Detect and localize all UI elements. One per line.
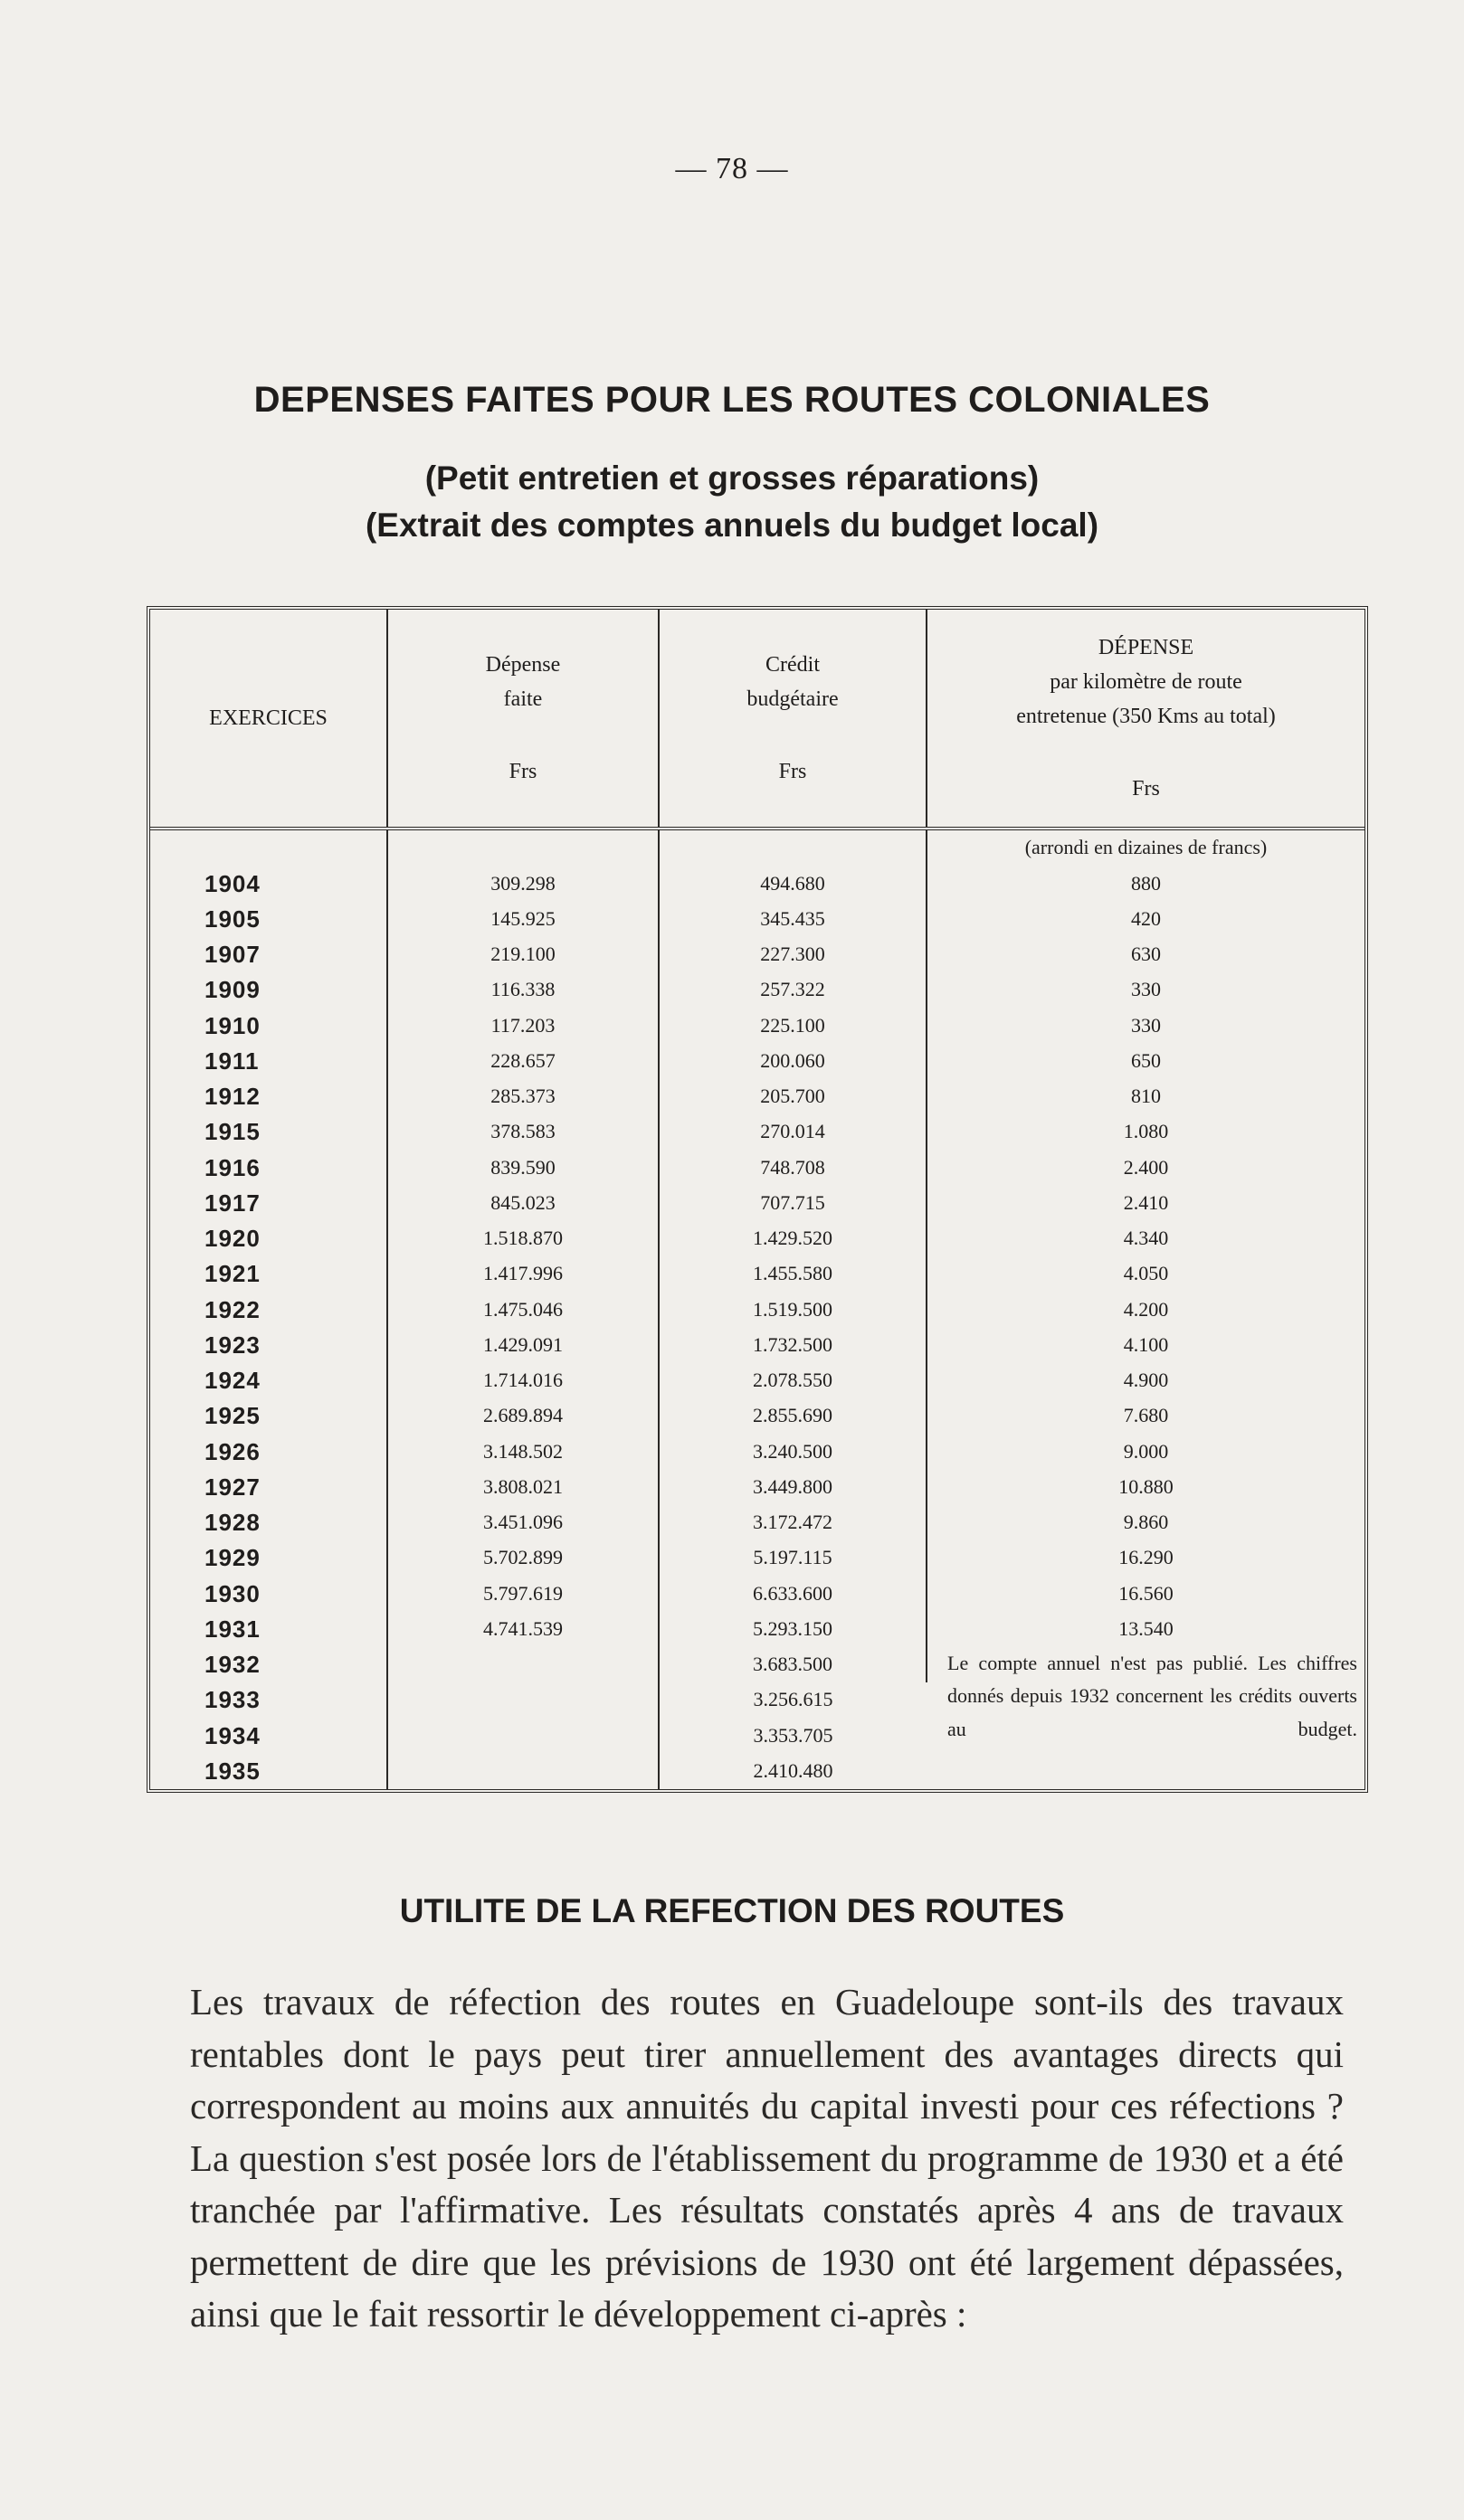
credit-cell: 5.197.115 <box>659 1540 927 1576</box>
credit-cell: 3.240.500 <box>659 1434 927 1469</box>
year-cell: 1907 <box>150 937 387 972</box>
spent-cell: 1.714.016 <box>387 1363 659 1398</box>
spacer-cell <box>387 829 659 866</box>
expense-table-frame <box>147 606 1368 1793</box>
per-km-cell: 330 <box>1131 1013 1161 1037</box>
table-row <box>150 1612 1364 1647</box>
year-cell: 1935 <box>150 1754 387 1789</box>
year-cell: 1930 <box>150 1576 387 1611</box>
credit-cell: 205.700 <box>659 1079 927 1114</box>
credit-cell: 3.683.500 <box>659 1647 927 1682</box>
year-cell: 1923 <box>150 1328 387 1363</box>
spent-cell: 1.429.091 <box>387 1328 659 1363</box>
year-cell: 1917 <box>150 1186 387 1221</box>
year-cell: 1911 <box>150 1044 387 1079</box>
header-credit-unit: Frs <box>778 760 807 783</box>
spent-cell <box>387 1754 659 1789</box>
credit-cell: 1.519.500 <box>659 1292 927 1327</box>
expense-table <box>150 610 1364 1789</box>
year-cell: 1931 <box>150 1612 387 1647</box>
table-row <box>150 1505 1364 1540</box>
table-row <box>150 1328 1364 1363</box>
table-row <box>150 1008 1364 1043</box>
table-row <box>150 937 1364 972</box>
credit-cell: 345.435 <box>659 902 927 937</box>
per-km-cell: 4.900 <box>1123 1369 1169 1392</box>
per-km-cell: 16.560 <box>1118 1581 1174 1605</box>
spent-cell <box>387 1682 659 1718</box>
credit-cell: 3.449.800 <box>659 1470 927 1505</box>
footnote: Le compte annuel n'est pas publié. Les chiffres donnés depuis 1932 concernent les crédits ouverts au budget. <box>947 1651 1357 1741</box>
year-cell: 1928 <box>150 1505 387 1540</box>
credit-cell: 6.633.600 <box>659 1576 927 1611</box>
credit-cell: 707.715 <box>659 1186 927 1221</box>
spent-cell: 2.689.894 <box>387 1398 659 1434</box>
credit-cell: 1.429.520 <box>659 1221 927 1256</box>
per-km-cell: 4.050 <box>1123 1262 1169 1285</box>
year-cell: 1905 <box>150 902 387 937</box>
table-row <box>150 1540 1364 1576</box>
credit-cell: 257.322 <box>659 972 927 1008</box>
year-cell: 1909 <box>150 972 387 1008</box>
per-km-cell: 9.860 <box>1123 1511 1169 1534</box>
per-km-cell: 810 <box>1131 1085 1161 1108</box>
per-km-cell: 420 <box>1131 906 1161 930</box>
credit-cell: 2.410.480 <box>753 1759 833 1783</box>
year-cell: 1927 <box>150 1470 387 1505</box>
table-body <box>150 829 1364 1789</box>
table-row <box>150 1292 1364 1327</box>
per-km-cell: 630 <box>1131 943 1161 966</box>
table-row <box>150 1470 1364 1505</box>
year-cell: 1929 <box>150 1540 387 1576</box>
per-km-cell: 330 <box>1131 978 1161 1001</box>
spent-cell: 116.338 <box>387 972 659 1008</box>
per-km-cell: 9.000 <box>1123 1439 1169 1463</box>
table-row <box>150 1186 1364 1221</box>
spent-cell: 3.148.502 <box>387 1434 659 1469</box>
rounded-note: (arrondi en dizaines de francs) <box>1024 836 1268 859</box>
spent-cell <box>387 1647 659 1682</box>
spent-cell: 285.373 <box>387 1079 659 1114</box>
header-exercices-label: EXERCICES <box>209 706 328 730</box>
credit-cell: 494.680 <box>659 866 927 901</box>
credit-cell: 2.078.550 <box>659 1363 927 1398</box>
per-km-cell: 2.410 <box>1123 1190 1169 1214</box>
subtitle-line-1: (Petit entretien et grosses réparations) <box>424 459 1040 497</box>
spent-cell: 1.518.870 <box>387 1221 659 1256</box>
spent-cell: 3.808.021 <box>387 1470 659 1505</box>
body-paragraph: Les travaux de réfection des routes en Guadeloupe sont-ils des travaux rentables dont le pays peut tirer annuellement des avantages directs qui correspondent au moins aux annuités du capital investi pour ces réfections ? La question s'est posée lors de l'établissement du programme de 1930 et a été tranchée par l'affirmative. Les résultats constatés après 4 ans de travaux permettent de dire que les prévisions de 1930 ont été largement dépassées, ainsi que le fait ressortir le développement ci-après : <box>190 1981 1344 2335</box>
per-km-cell: 2.400 <box>1123 1155 1169 1179</box>
spent-cell: 5.797.619 <box>387 1576 659 1611</box>
credit-cell: 270.014 <box>659 1114 927 1150</box>
spent-cell: 228.657 <box>387 1044 659 1079</box>
spent-cell: 5.702.899 <box>387 1540 659 1576</box>
header-per-km-line-1: DÉPENSE <box>1098 636 1194 659</box>
credit-cell: 2.855.690 <box>659 1398 927 1434</box>
spent-cell: 3.451.096 <box>387 1505 659 1540</box>
year-cell: 1932 <box>150 1647 387 1682</box>
subtitle-line-2: (Extrait des comptes annuels du budget local) <box>365 507 1099 544</box>
main-title: DEPENSES FAITES POUR LES ROUTES COLONIALES <box>253 380 1211 420</box>
table-row <box>150 1044 1364 1079</box>
year-cell: 1904 <box>150 866 387 901</box>
per-km-cell: 650 <box>1131 1048 1161 1072</box>
year-cell: 1924 <box>150 1363 387 1398</box>
table-row <box>150 1150 1364 1185</box>
header-block <box>0 380 1464 549</box>
spacer-cell <box>659 829 927 866</box>
per-km-cell: 4.340 <box>1123 1227 1169 1250</box>
header-credit <box>659 610 927 829</box>
header-depense-line-2: faite <box>503 687 543 711</box>
year-cell: 1920 <box>150 1221 387 1256</box>
spent-cell: 1.417.996 <box>387 1256 659 1292</box>
header-per-km-line-3: entretenue (350 Kms au total) <box>1016 705 1276 728</box>
credit-cell: 3.353.705 <box>753 1723 833 1747</box>
credit-cell: 3.172.472 <box>659 1505 927 1540</box>
table-row <box>150 1398 1364 1434</box>
table-row <box>150 1363 1364 1398</box>
table-header-row <box>150 610 1364 829</box>
spacer-cell <box>150 829 387 866</box>
table-row <box>150 1114 1364 1150</box>
table-row <box>150 1221 1364 1256</box>
header-per-km-line-2: par kilomètre de route <box>1050 670 1242 694</box>
header-per-km-unit: Frs <box>1132 777 1160 801</box>
table-row <box>150 1434 1364 1469</box>
rounded-note-row <box>150 829 1364 866</box>
spent-cell: 219.100 <box>387 937 659 972</box>
spent-cell <box>387 1718 659 1753</box>
header-depense-per-km <box>927 610 1364 829</box>
table-row <box>150 972 1364 1008</box>
header-exercices <box>150 610 387 829</box>
year-cell: 1933 <box>150 1682 387 1718</box>
credit-cell: 748.708 <box>659 1150 927 1185</box>
subtitle <box>0 455 1464 549</box>
year-cell: 1926 <box>150 1434 387 1469</box>
credit-cell: 200.060 <box>659 1044 927 1079</box>
spent-cell: 845.023 <box>387 1186 659 1221</box>
spent-cell: 378.583 <box>387 1114 659 1150</box>
spent-cell: 839.590 <box>387 1150 659 1185</box>
spent-cell: 117.203 <box>387 1008 659 1043</box>
year-cell: 1925 <box>150 1398 387 1434</box>
per-km-cell: 7.680 <box>1123 1404 1169 1427</box>
table-row <box>150 866 1364 901</box>
year-cell: 1912 <box>150 1079 387 1114</box>
year-cell: 1910 <box>150 1008 387 1043</box>
header-depense-faite <box>387 610 659 829</box>
year-cell: 1921 <box>150 1256 387 1292</box>
year-cell: 1916 <box>150 1150 387 1185</box>
table-row <box>150 902 1364 937</box>
year-cell: 1915 <box>150 1114 387 1150</box>
header-depense-line-1: Dépense <box>485 653 561 677</box>
per-km-cell: 880 <box>1131 871 1161 895</box>
spent-cell: 309.298 <box>387 866 659 901</box>
per-km-cell: 1.080 <box>1123 1120 1169 1143</box>
section-title: UTILITE DE LA REFECTION DES ROUTES <box>399 1892 1065 1929</box>
header-credit-line-2: budgétaire <box>746 687 839 711</box>
year-cell: 1934 <box>150 1718 387 1753</box>
credit-cell: 225.100 <box>659 1008 927 1043</box>
per-km-cell: 13.540 <box>1118 1616 1174 1640</box>
header-credit-line-1: Crédit <box>765 653 820 677</box>
credit-cell: 1.732.500 <box>659 1328 927 1363</box>
credit-cell: 227.300 <box>659 937 927 972</box>
spent-cell: 1.475.046 <box>387 1292 659 1327</box>
table-row <box>150 1576 1364 1611</box>
spent-cell: 145.925 <box>387 902 659 937</box>
year-cell: 1922 <box>150 1292 387 1327</box>
per-km-cell: 10.880 <box>1118 1474 1174 1498</box>
credit-cell: 3.256.615 <box>753 1688 833 1711</box>
table-row <box>150 1647 1364 1682</box>
table-row <box>150 1079 1364 1114</box>
per-km-cell: 16.290 <box>1118 1546 1174 1569</box>
page-number: — 78 — <box>675 152 789 185</box>
header-depense-unit: Frs <box>509 760 537 783</box>
per-km-cell: 4.200 <box>1123 1297 1169 1321</box>
table-row <box>150 1256 1364 1292</box>
per-km-cell: 4.100 <box>1123 1332 1169 1356</box>
credit-cell: 1.455.580 <box>659 1256 927 1292</box>
spent-cell: 4.741.539 <box>387 1612 659 1647</box>
credit-cell: 5.293.150 <box>659 1612 927 1647</box>
